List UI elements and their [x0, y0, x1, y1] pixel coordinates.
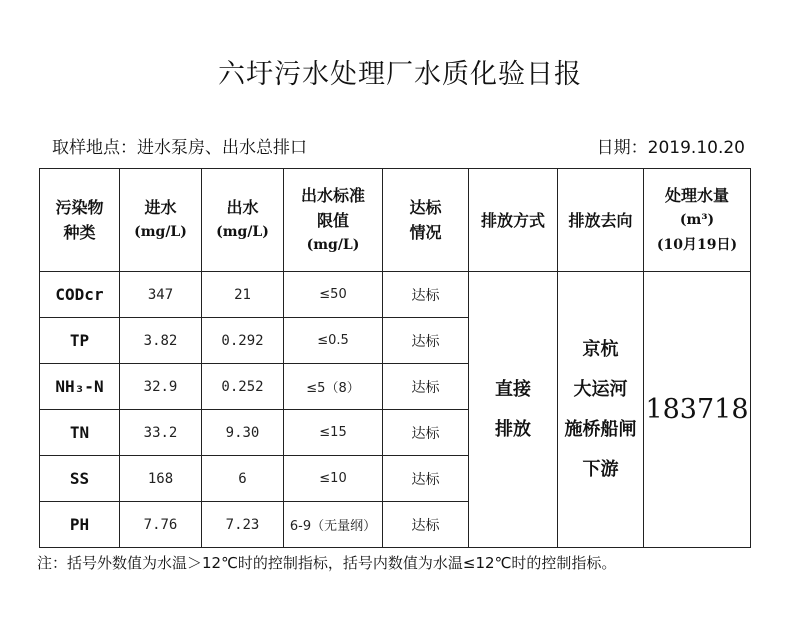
influent-value: 347 — [120, 272, 202, 318]
influent-value: 3.82 — [120, 318, 202, 364]
header-effluent: 出水 (mg/L) — [202, 169, 284, 272]
discharge-destination-cell: 京杭 大运河 施桥船闸 下游 — [558, 272, 644, 548]
pollutant-name: TP — [40, 318, 120, 364]
footnote: 注：括号外数值为水温＞12℃时的控制指标，括号内数值为水温≤12℃时的控制指标。 — [37, 554, 617, 572]
header-discharge-destination: 排放去向 — [558, 169, 644, 272]
report-date: 日期：2019.10.20 — [596, 138, 745, 158]
influent-value: 7.76 — [120, 502, 202, 548]
limit-value: ≤15 — [284, 410, 383, 456]
header-row — [40, 169, 751, 272]
effluent-value: 6 — [202, 456, 284, 502]
effluent-value: 0.292 — [202, 318, 284, 364]
pollutant-name: PH — [40, 502, 120, 548]
discharge-method-cell: 直接 排放 — [469, 272, 558, 548]
limit-value: ≤0.5 — [284, 318, 383, 364]
header-discharge-method: 排放方式 — [469, 169, 558, 272]
header-influent: 进水 (mg/L) — [120, 169, 202, 272]
pollutant-name: TN — [40, 410, 120, 456]
header-limit: 出水标准 限值 (mg/L) — [284, 169, 383, 272]
compliance-status: 达标 — [383, 364, 469, 410]
effluent-value: 9.30 — [202, 410, 284, 456]
header-pollutant: 污染物 种类 — [40, 169, 120, 272]
limit-value: ≤10 — [284, 456, 383, 502]
compliance-status: 达标 — [383, 410, 469, 456]
sampling-location: 取样地点：进水泵房、出水总排口 — [52, 138, 307, 158]
water-quality-table — [39, 168, 751, 548]
effluent-value: 7.23 — [202, 502, 284, 548]
compliance-status: 达标 — [383, 272, 469, 318]
effluent-value: 0.252 — [202, 364, 284, 410]
limit-value: 6-9（无量纲） — [284, 502, 383, 548]
influent-value: 32.9 — [120, 364, 202, 410]
pollutant-name: SS — [40, 456, 120, 502]
compliance-status: 达标 — [383, 456, 469, 502]
compliance-status: 达标 — [383, 502, 469, 548]
compliance-status: 达标 — [383, 318, 469, 364]
pollutant-name: NH₃-N — [40, 364, 120, 410]
limit-value: ≤50 — [284, 272, 383, 318]
header-compliance: 达标 情况 — [383, 169, 469, 272]
influent-value: 168 — [120, 456, 202, 502]
treated-volume-value: 183718 — [644, 272, 751, 548]
influent-value: 33.2 — [120, 410, 202, 456]
table-row — [40, 272, 751, 318]
header-volume: 处理水量 (m³) (10月19日) — [644, 169, 751, 272]
limit-value: ≤5（8） — [284, 364, 383, 410]
effluent-value: 21 — [202, 272, 284, 318]
pollutant-name: CODcr — [40, 272, 120, 318]
report-title: 六圩污水处理厂水质化验日报 — [218, 59, 582, 90]
